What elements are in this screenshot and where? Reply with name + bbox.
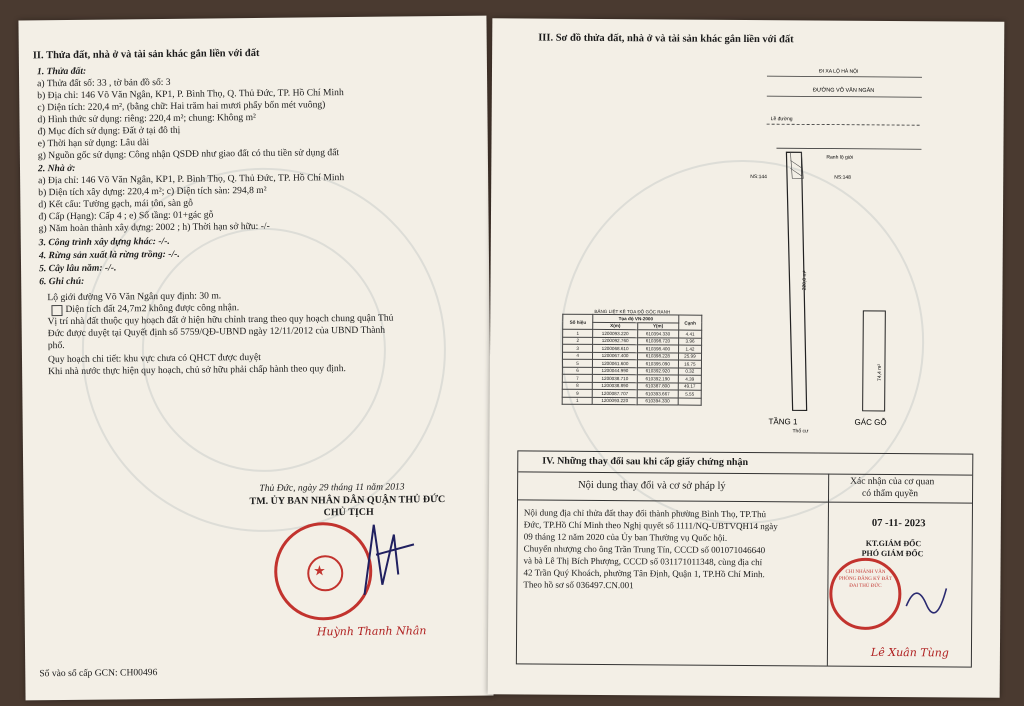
certificate-number: Số vào sổ cấp GCN: CH00496: [39, 667, 158, 680]
table-row: 4 1200067.400 610398.228 25.99: [562, 352, 701, 360]
coord-header-y: Y(m): [638, 322, 679, 330]
item-3: 3. Công trình xây dựng khác: -/-.: [38, 235, 170, 249]
table-row: 2 1200092.760 610398.720 3.96: [563, 337, 702, 345]
changes-content-col: [517, 471, 829, 665]
attic-label: GÁC GỖ: [854, 417, 887, 427]
note-line: phố.: [47, 340, 65, 352]
coord-header-edge: Cạnh: [679, 315, 702, 330]
house-year: g) Năm hoàn thành xây dựng: 2002 ; h) Thời hạn sở hữu: -/-: [38, 220, 270, 235]
house-address: a) Địa chỉ: 146 Võ Văn Ngân, KP1, P. Bình Thọ, Q. Thủ Đức, TP. Hồ Chí Minh: [38, 172, 345, 187]
coordinate-table: [562, 309, 703, 406]
boundary-line: [776, 148, 921, 149]
road-top-label: ĐI XA LỘ HÀ NỘI: [818, 68, 859, 75]
changes-table: [516, 450, 973, 667]
table-row: 6 1200044.990 610392.920 0.32: [562, 367, 701, 375]
note-line: Lộ giới đường Võ Văn Ngân quy định: 30 m.: [47, 290, 222, 304]
section-ii-title: II. Thửa đất, nhà ở và tài sản khác gắn liền với đất: [32, 47, 260, 62]
land-parcel: a) Thửa đất số: 33 , tờ bản đồ số: 3: [37, 76, 171, 90]
coord-header-x: X(m): [593, 322, 638, 330]
hatched-area-legend: [51, 305, 62, 316]
coord-table-title: BẢNG LIỆT KÊ TỌA ĐỘ GÓC RANH: [594, 308, 671, 315]
note-line: Khi nhà nước thực hiện quy hoạch, chủ sở hữu phải chấp hành theo quy định.: [48, 363, 346, 378]
house-heading: 2. Nhà ở:: [37, 162, 76, 175]
sidewalk-line: [767, 124, 922, 125]
change-content-line: Nội dung địa chỉ thửa đất thay đổi thành phường Bình Thọ, TP.Thủ: [523, 507, 767, 520]
changes-col2-header-1: Xác nhận của cơ quan: [850, 476, 935, 488]
house-structure: d) Kết cấu: Tường gạch, mái tôn, sàn gỗ: [38, 197, 193, 211]
parcel-diagram: [744, 60, 927, 441]
land-address: b) Địa chỉ: 146 Võ Văn Ngân, KP1, P. Bình Thọ, Q. Thủ Đức, TP. Hồ Chí Minh: [37, 87, 344, 102]
attic-area-label: 74,4 m²: [876, 363, 883, 381]
section-iii-title: III. Sơ đồ thửa đất, nhà ở và tài sản khác gắn liền với đất: [538, 32, 794, 46]
floor-1-label: TẦNG 1: [768, 417, 798, 427]
road-line-top: [767, 76, 922, 77]
signer-role: CHỦ TỊCH: [323, 506, 374, 519]
issuing-authority: TM. ỦY BAN NHÂN DÂN QUẬN THỦ ĐỨC: [249, 494, 446, 508]
issue-date: Thủ Đức, ngày 29 tháng 11 năm 2013: [259, 481, 405, 494]
confirm-role-2: PHÓ GIÁM ĐỐC: [861, 548, 924, 559]
left-page: [18, 16, 493, 701]
land-purpose: đ) Mục đích sử dụng: Đất ở tại đô thị: [37, 124, 181, 138]
house-grade: đ) Cấp (Hạng): Cấp 4 ; e) Số tầng: 01+gác gỗ: [38, 209, 214, 223]
confirm-signature: [901, 576, 951, 616]
note-line: Diện tích đất 24,7m2 không được công nhận.: [65, 302, 240, 315]
changes-title: IV. Những thay đổi sau khi cấp giấy chứng nhận: [542, 455, 749, 469]
change-content-line: 42 Trần Quý Khoách, phường Tân Định, Quận 1, TP.Hồ Chí Minh.: [523, 567, 765, 580]
note-line: Vị trí nhà đất thuộc quy hoạch đất ở hiện hữu chỉnh trang theo quy hoạch chung quận Thủ: [47, 312, 394, 328]
confirm-red-stamp: [829, 558, 902, 631]
table-row: 9 1200087.707 610393.667 5.55: [562, 389, 701, 397]
road-line-bottom: [767, 96, 922, 97]
land-origin: g) Nguồn gốc sử dụng: Công nhận QSDĐ như giao đất có thu tiền sử dụng đất: [37, 147, 340, 162]
table-row: 1 1200093.220 610394.330: [562, 397, 701, 405]
signer-name: Huỳnh Thanh Nhân: [316, 624, 427, 639]
item-4: 4. Rừng sản xuất là rừng trồng: -/-.: [38, 248, 180, 262]
back-label: Thổ cư: [792, 428, 809, 435]
neighbor-left: NS:144: [750, 174, 767, 181]
land-area: c) Diện tích: 220,4 m², (bằng chữ: Hai trăm hai mươi phẩy bốn mét vuông): [37, 99, 326, 114]
neighbor-right: NS:148: [834, 174, 851, 181]
table-row: 1 1200093.220 610394.330 4.41: [563, 329, 702, 337]
land-term: e) Thời hạn sử dụng: Lâu dài: [37, 137, 150, 150]
right-page: [488, 18, 1005, 698]
change-content-line: Đức, TP.Hồ Chí Minh theo Nghị quyết số 1111/NQ-UBTVQH14 ngày: [523, 519, 778, 532]
item-5: 5. Cây lâu năm: -/-.: [38, 262, 117, 275]
road-label: ĐƯỜNG VÕ VĂN NGÂN: [812, 87, 875, 94]
star-icon: ★: [313, 564, 326, 580]
change-content-line: 09 tháng 12 năm 2020 của Ủy ban Thường vụ Quốc hội.: [523, 531, 728, 543]
coord-header-id: Số hiệu: [563, 314, 593, 329]
parcel-area-label: 220,0 m²: [801, 270, 809, 291]
sidewalk-label: Lề đường: [770, 116, 793, 123]
confirm-signer: Lê Xuân Tùng: [870, 645, 949, 660]
change-content-line: Chuyển nhượng cho ông Trần Trung Tín, CCCD số 001071046640: [523, 543, 766, 556]
land-heading: 1. Thửa đất:: [36, 65, 87, 78]
changes-col1-header: Nội dung thay đổi và cơ sở pháp lý: [578, 479, 726, 492]
signature-scribble: [354, 514, 425, 605]
house-area: b) Diện tích xây dựng: 220,4 m²; c) Diện tích sàn: 294,8 m²: [38, 184, 267, 199]
land-usage-form: d) Hình thức sử dụng: riêng: 220,4 m²; chung: Không m²: [37, 111, 256, 126]
table-row: 3 1200068.610 610398.400 1.42: [563, 344, 702, 352]
change-content-line: Theo hồ sơ số 036497.CN.001: [523, 579, 634, 591]
table-row: 7 1200038.710 610392.190 4.39: [562, 374, 701, 382]
confirm-date: 07 -11- 2023: [871, 517, 926, 530]
changes-col2-header-2: có thẩm quyền: [862, 488, 919, 500]
attic-outline: [863, 311, 886, 411]
changes-confirm-col: [827, 474, 972, 667]
confirm-role-1: KT.GIÁM ĐỐC: [865, 538, 922, 549]
note-line: Đức được duyệt tại Quyết định số 5759/QĐ-UBND ngày 12/11/2012 của UBND Thành: [47, 324, 386, 340]
table-row: 8 1200038.890 610387.800 49.17: [562, 382, 701, 390]
item-6: 6. Ghi chú:: [39, 275, 85, 288]
boundary-label: Ranh lộ giới: [826, 154, 854, 161]
coord-header-coords: Tọa độ VN-2000: [593, 314, 679, 322]
table-row: 5 1200061.600 610395.090 16.75: [562, 359, 701, 367]
confirm-stamp-text: CHI NHÁNH VĂN PHÒNG ĐĂNG KÝ ĐẤT ĐAI THỦ ĐỨC: [838, 569, 892, 589]
note-line: Quy hoạch chi tiết: khu vực chưa có QHCT được duyệt: [47, 351, 261, 366]
change-content-line: và bà Lê Thị Bích Phượng, CCCD số 031171011348, cùng địa chỉ: [523, 555, 763, 568]
